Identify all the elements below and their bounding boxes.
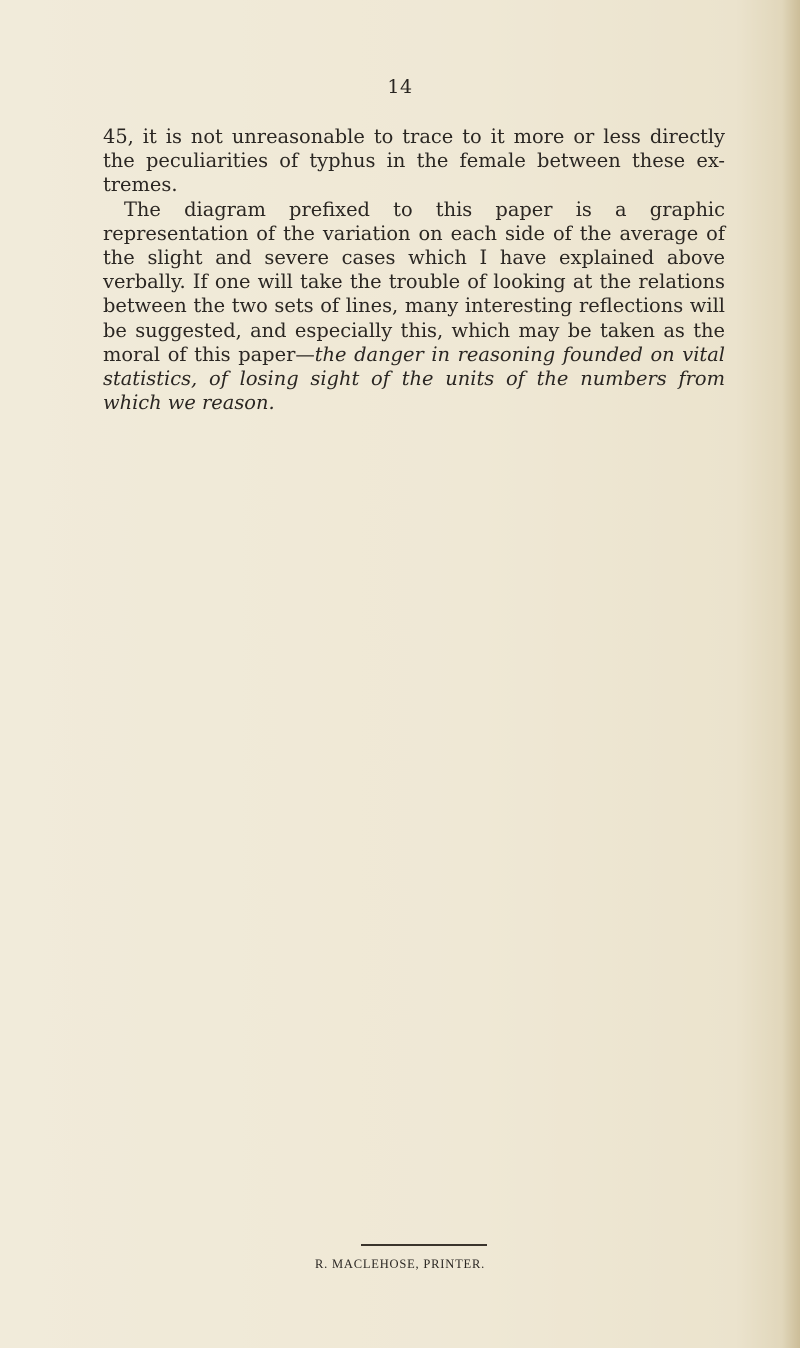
paragraph-1: 45, it is not unreasonable to trace to it more or less directly the peculiarities of typhus in the female between these ex- tremes.: [103, 125, 725, 197]
paragraph-2-italic-moral: the danger in reasoning founded on vital statistics, of losing sight of the units of the numbers from which we reason.: [103, 342, 725, 415]
paragraph-2: [103, 198, 725, 416]
printer-rule: [361, 1244, 487, 1246]
printer-imprint: R. MACLEHOSE, PRINTER.: [314, 1257, 486, 1271]
body-text: [103, 125, 725, 415]
paragraph-2-text: The diagram prefixed to this paper is a graphic representation of the variation on each side of the average of the slight and severe cases which I have explained above verbally. If one will take the trouble of looking at the relations between the two sets of lines, many interesting reflections will be suggested, and especially this, which may be taken as the moral of this paper—: [103, 197, 725, 366]
page-edge-shadow: [782, 0, 800, 1348]
page-number: 14: [387, 76, 413, 98]
